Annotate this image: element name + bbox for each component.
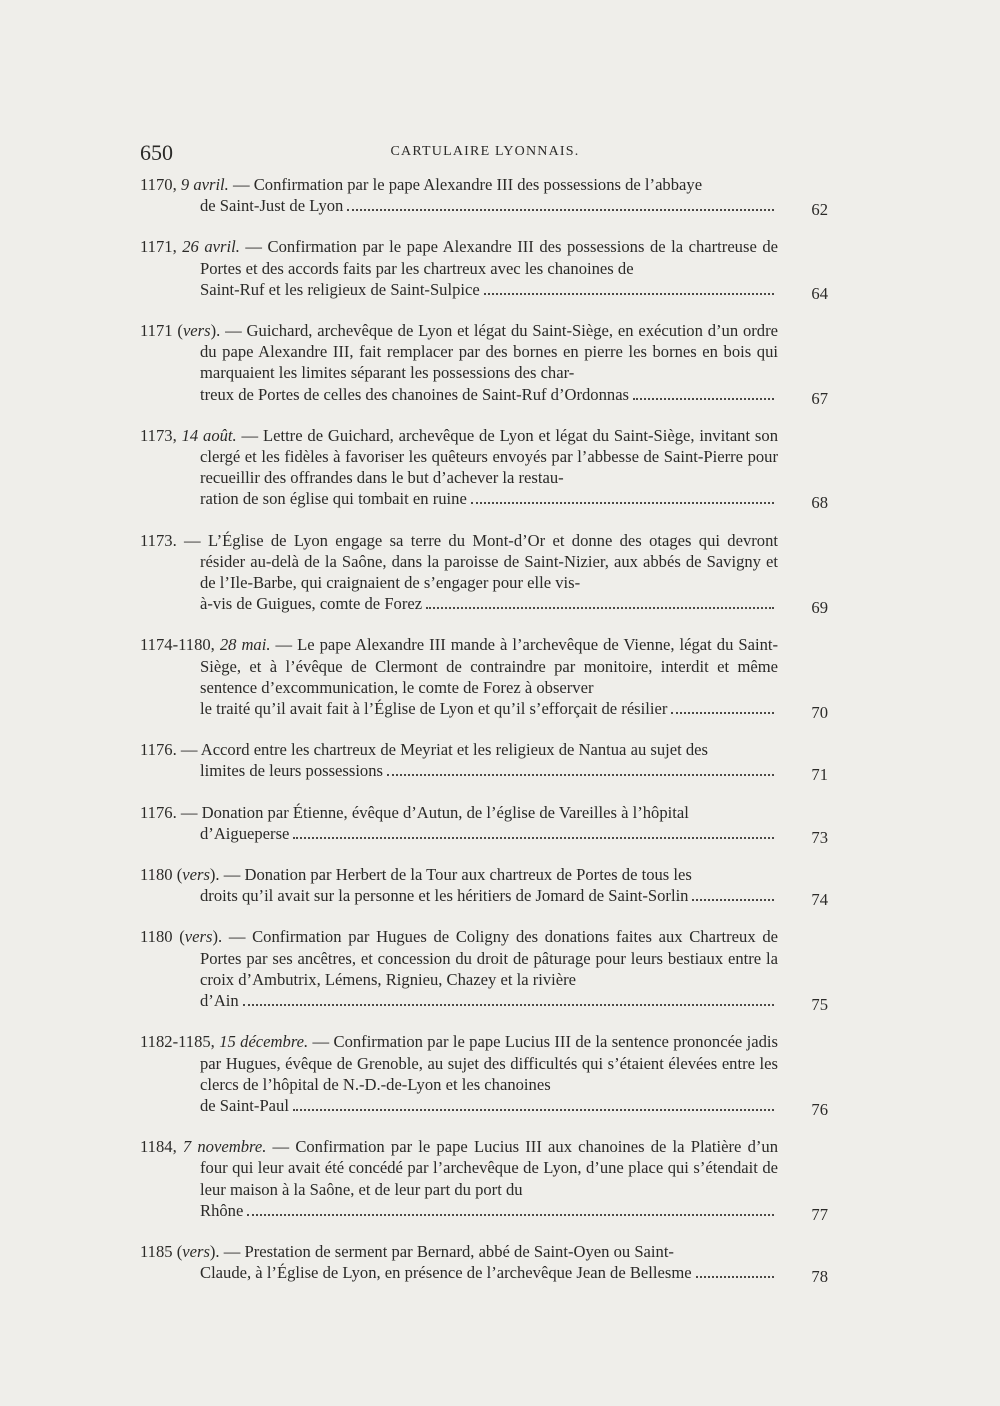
entry-date-year: 1173. bbox=[140, 530, 177, 550]
entry-text: — L’Église de Lyon engage sa terre du Mont-d’Or et donne des otages qui devront résider au-delà de la Saône, dans la paroisse de Saint-Nizier, aux abbés de Savigny et de l’Ile-Barbe, qui craignaient de s’engager pour elle vis- bbox=[176, 530, 778, 593]
entry-last-line bbox=[140, 1200, 830, 1221]
entry-list bbox=[140, 174, 830, 1303]
entry-text: — Donation par Étienne, évêque d’Autun, de l’église de Vareilles à l’hôpital bbox=[176, 802, 689, 822]
entry-page-number: 76 bbox=[811, 1099, 828, 1119]
index-entry bbox=[140, 1031, 830, 1119]
entry-date-day: vers bbox=[182, 1241, 210, 1261]
entry-text: — Confirmation par le pape Alexandre III des possessions de la chartreuse de Portes et des accords faits par les chartreux avec les chanoines de bbox=[200, 237, 778, 278]
entry-page-number: 69 bbox=[811, 598, 828, 618]
page-number: 650 bbox=[140, 140, 173, 165]
entry-last-line bbox=[140, 823, 830, 844]
entry-date-day: 26 avril. bbox=[182, 237, 240, 257]
entry-body bbox=[140, 926, 830, 990]
entry-date-day: vers bbox=[184, 927, 213, 947]
entry-text: — Confirmation par Hugues de Coligny des donations faites aux Chartreux de Portes par ses ancêtres, et concession du droit de pâturage pour leurs bestiaux entre la croix d’Ambutrix, Lémens, Rignieu, Chazey et la rivière bbox=[200, 927, 778, 989]
entry-date-suffix: ). bbox=[210, 321, 221, 341]
entry-body bbox=[140, 530, 830, 594]
entry-date-day: 28 mai. bbox=[219, 635, 271, 655]
entry-date bbox=[140, 865, 220, 884]
entry-date bbox=[140, 635, 271, 654]
entry-last-line-text: d’Aigueperse bbox=[200, 823, 290, 843]
index-entry bbox=[140, 320, 830, 408]
entry-last-line bbox=[140, 195, 830, 216]
entry-date bbox=[140, 1242, 220, 1261]
entry-date bbox=[140, 237, 240, 256]
entry-date-year: 1171 ( bbox=[140, 321, 183, 341]
index-entry bbox=[140, 864, 830, 910]
entry-body bbox=[140, 174, 830, 195]
entry-text: — Confirmation par le pape Alexandre III des possessions de l’abbaye bbox=[228, 175, 703, 194]
entry-text: — Confirmation par le pape Lucius III aux chanoines de la Platière d’un four qui leur avait été concédé par l’archevêque de Lyon, d’une place qui s’étendait de leur maison à la Saône, et de leur part du port du bbox=[200, 1137, 778, 1199]
index-entry bbox=[140, 1136, 830, 1224]
entry-date-year: 1184, bbox=[140, 1137, 183, 1157]
entry-date-year: 1176. bbox=[140, 802, 177, 822]
entry-body bbox=[140, 739, 830, 760]
dot-leaders bbox=[247, 1214, 774, 1216]
entry-date-day: 7 novembre. bbox=[182, 1137, 267, 1157]
entry-text: — Guichard, archevêque de Lyon et légat du Saint-Siège, en exécution d’un ordre du pape Alexandre III, fait remplacer par des bornes en pierre les bornes en bois qui marquaient les limites séparant les possessions des char- bbox=[200, 321, 778, 383]
entry-last-line-text: le traité qu’il avait fait à l’Église de Lyon et qu’il s’efforçait de résilier bbox=[200, 699, 668, 719]
index-entry bbox=[140, 926, 830, 1015]
entry-body bbox=[140, 425, 830, 489]
dot-leaders bbox=[671, 712, 774, 714]
entry-date bbox=[140, 927, 222, 946]
running-title: CARTULAIRE LYONNAIS. bbox=[390, 144, 580, 159]
entry-date-year: 1170, bbox=[140, 175, 181, 194]
entry-date bbox=[140, 426, 237, 445]
entry-page-number: 71 bbox=[811, 765, 828, 785]
index-entry bbox=[140, 425, 830, 513]
entry-last-line bbox=[140, 885, 830, 906]
entry-date-suffix: ). bbox=[212, 927, 223, 947]
entry-last-line-text: limites de leurs possessions bbox=[200, 761, 383, 781]
index-entry bbox=[140, 530, 830, 618]
entry-text: — Donation par Herbert de la Tour aux chartreux de Portes de tous les bbox=[219, 865, 692, 885]
entry-date-year: 1176. bbox=[140, 740, 177, 760]
entry-last-line bbox=[140, 1095, 830, 1116]
entry-last-line-text: Rhône bbox=[200, 1200, 244, 1220]
entry-last-line-text: à-vis de Guigues, comte de Forez bbox=[200, 594, 423, 614]
dot-leaders bbox=[471, 502, 774, 504]
entry-date-year: 1182-1185, bbox=[140, 1032, 220, 1052]
entry-body bbox=[140, 1031, 830, 1095]
entry-date bbox=[140, 740, 177, 759]
entry-text: — Lettre de Guichard, archevêque de Lyon et légat du Saint-Siège, invitant son clergé et les fidèles à favoriser les quêteurs envoyés par l’abbesse de Saint-Pierre pour recueillir des offrandes dans le but d’achever la restau- bbox=[200, 425, 778, 488]
entry-page-number: 74 bbox=[811, 890, 828, 910]
entry-body bbox=[140, 1136, 830, 1200]
index-entry bbox=[140, 1241, 830, 1287]
index-entry bbox=[140, 634, 830, 723]
entry-date bbox=[140, 803, 177, 822]
entry-date-day: 14 août. bbox=[181, 425, 237, 445]
entry-date-day: vers bbox=[182, 865, 210, 885]
dot-leaders bbox=[387, 774, 774, 776]
entry-page-number: 67 bbox=[811, 388, 828, 408]
entry-date-year: 1185 ( bbox=[140, 1241, 183, 1261]
entry-page-number: 75 bbox=[811, 995, 828, 1015]
entry-body bbox=[140, 802, 830, 823]
entry-page-number: 64 bbox=[811, 283, 828, 303]
entry-date-year: 1173, bbox=[140, 425, 182, 445]
entry-date bbox=[140, 531, 177, 550]
index-entry bbox=[140, 236, 830, 303]
entry-page-number: 68 bbox=[811, 493, 828, 513]
dot-leaders bbox=[426, 607, 774, 609]
entry-page-number: 77 bbox=[811, 1204, 828, 1224]
entry-date-year: 1180 ( bbox=[140, 927, 185, 947]
entry-last-line-text: treux de Portes de celles des chanoines de Saint-Ruf d’Ordonnas bbox=[200, 384, 630, 404]
entry-date bbox=[140, 1032, 308, 1051]
entry-page-number: 73 bbox=[811, 827, 828, 847]
entry-last-line-text: de Saint-Paul bbox=[200, 1095, 289, 1115]
index-entry bbox=[140, 174, 830, 220]
entry-date bbox=[140, 175, 229, 194]
entry-date-day: vers bbox=[182, 321, 211, 341]
entry-page-number: 62 bbox=[811, 200, 828, 220]
dot-leaders bbox=[484, 293, 774, 295]
entry-last-line bbox=[140, 593, 830, 614]
dot-leaders bbox=[293, 837, 774, 839]
entry-body bbox=[140, 864, 830, 885]
entry-date-day: 9 avril. bbox=[180, 175, 229, 194]
dot-leaders bbox=[696, 1276, 774, 1278]
entry-body bbox=[140, 320, 830, 384]
entry-last-line bbox=[140, 698, 830, 719]
entry-last-line-text: Saint-Ruf et les religieux de Saint-Sulpice bbox=[200, 279, 480, 299]
entry-date-year: 1171, bbox=[140, 237, 183, 257]
entry-page-number: 70 bbox=[811, 703, 828, 723]
entry-body bbox=[140, 634, 830, 698]
entry-last-line bbox=[140, 384, 830, 405]
entry-date-suffix: ). bbox=[209, 1241, 220, 1261]
index-entry bbox=[140, 739, 830, 785]
entry-text: — Le pape Alexandre III mande à l’archevêque de Vienne, légat du Saint-Siège, et à l’évêque de Clermont de contraindre par monitoire, interdit et même sentence d’excommunication, le comte de Forez à observer bbox=[200, 635, 779, 697]
dot-leaders bbox=[633, 398, 774, 400]
entry-date-suffix: ). bbox=[209, 865, 220, 885]
entry-last-line bbox=[140, 488, 830, 509]
entry-body bbox=[140, 1241, 830, 1262]
entry-last-line-text: ration de son église qui tombait en ruine bbox=[200, 489, 467, 509]
entry-page-number: 78 bbox=[811, 1267, 828, 1287]
entry-last-line-text: Claude, à l’Église de Lyon, en présence de l’archevêque Jean de Bellesme bbox=[200, 1263, 692, 1283]
entry-last-line bbox=[140, 279, 830, 300]
entry-last-line bbox=[140, 1262, 830, 1283]
entry-date-day: 15 décembre. bbox=[219, 1032, 309, 1052]
entry-date-year: 1180 ( bbox=[140, 865, 183, 885]
entry-date bbox=[140, 321, 220, 340]
entry-text: — Confirmation par le pape Lucius III de la sentence prononcée jadis par Hugues, évêque de Grenoble, au sujet des difficultés qui s’étaient élevées entre les clercs de l’hôpital de N.-D.-de-Lyon et les chanoines bbox=[200, 1032, 779, 1094]
index-entry bbox=[140, 802, 830, 847]
dot-leaders bbox=[347, 209, 774, 211]
entry-date bbox=[140, 1137, 266, 1156]
entry-last-line bbox=[140, 990, 830, 1011]
running-head bbox=[140, 140, 830, 168]
entry-body bbox=[140, 236, 830, 278]
entry-last-line-text: droits qu’il avait sur la personne et les héritiers de Jomard de Saint-Sorlin bbox=[200, 886, 689, 906]
entry-last-line-text: d’Ain bbox=[200, 991, 239, 1011]
dot-leaders bbox=[293, 1109, 774, 1111]
dot-leaders bbox=[692, 899, 774, 901]
entry-text: — Prestation de serment par Bernard, abbé de Saint-Oyen ou Saint- bbox=[219, 1241, 674, 1261]
entry-text: — Accord entre les chartreux de Meyriat et les religieux de Nantua au sujet des bbox=[176, 740, 708, 760]
dot-leaders bbox=[243, 1004, 774, 1006]
entry-last-line bbox=[140, 760, 830, 781]
entry-last-line-text: de Saint-Just de Lyon bbox=[200, 196, 344, 216]
entry-date-year: 1174-1180, bbox=[140, 635, 220, 655]
